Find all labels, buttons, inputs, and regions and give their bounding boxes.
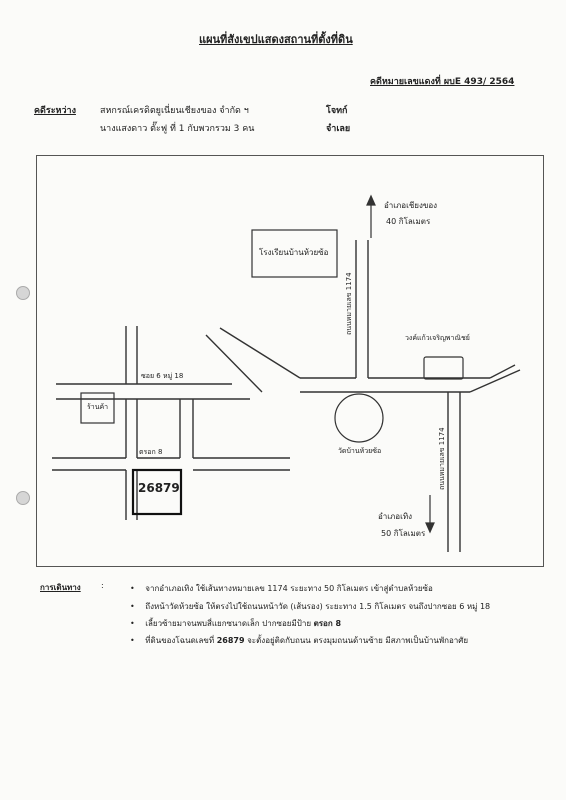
page-title: แผนที่สังเขปแสดงสถานที่ตั้งที่ดิน <box>199 33 353 46</box>
plaintiff-name: สหกรณ์เครดิตยูเนี่ยนเชียงของ จำกัด ฯ <box>100 106 249 116</box>
temple-circle <box>335 394 383 442</box>
bullet: • <box>130 636 135 645</box>
road-alley-south <box>126 470 137 520</box>
direction-step-2 <box>130 600 490 613</box>
direction-step-1-text: จากอำเภอเทิง ใช้เส้นทางหมายเลข 1174 ระยะทาง 50 กิโลเมตร เข้าสู่ตำบลห้วยซ้อ <box>145 584 433 593</box>
direction-step-1 <box>130 582 433 595</box>
bullet: • <box>130 584 135 593</box>
parties-label: คดีระหว่าง <box>34 106 76 116</box>
road-diagonal-west <box>206 328 300 399</box>
label-chiang-khong-distance: 40 กิโลเมตร <box>386 217 431 226</box>
case-number: คดีหมายเลขแดงที่ ผบE 493/ 2564 <box>370 77 515 87</box>
bullet: • <box>130 619 135 628</box>
road-alley-vertical <box>126 399 137 458</box>
road-alley-vertical-2 <box>180 399 193 458</box>
plaintiff-role: โจทก์ <box>326 106 348 116</box>
label-soi-6: ซอย 6 หมู่ 18 <box>141 372 184 380</box>
defendant-role: จำเลย <box>326 124 351 134</box>
label-church: วงค์แก้วเจริญพาณิชย์ <box>405 334 470 342</box>
church-building <box>424 357 463 379</box>
direction-step-4-rest: จะตั้งอยู่ติดกับถนน ตรงมุมถนนด้านซ้าย มีสภาพเป็นบ้านพักอาศัย <box>244 636 469 645</box>
bullet: • <box>130 602 135 611</box>
direction-step-3 <box>130 617 341 630</box>
direction-step-4 <box>130 634 468 647</box>
direction-step-4-text: ที่ดินของโฉนดเลขที่ <box>145 636 217 645</box>
defendant-name: นางแสงดาว ตั๊ะฟู ที่ 1 กับพวกรวม 3 คน <box>100 124 255 134</box>
road-1174-south <box>448 392 460 552</box>
label-school: โรงเรียนบ้านห้วยซ้อ <box>259 248 329 257</box>
label-road-1174-north: ถนนหมายเลข 1174 <box>345 272 353 335</box>
direction-step-3-text: เลี้ยวซ้ายมาจนพบสี่แยกซนาดเล็ก ปากซอยมีป้าย <box>145 619 314 628</box>
direction-step-2-text: ถึงหน้าวัดห้วยซ้อ ให้ตรงไปใช้ถนนหน้าวัด (เส้นรอง) ระยะทาง 1.5 กิโลเมตร จนถึงปากซอย 6 หมู่ 18 <box>145 602 491 611</box>
road-alley8 <box>52 458 290 470</box>
road-soi6-west <box>126 326 137 384</box>
label-temple: วัดบ้านห้วยซ้อ <box>338 447 382 455</box>
road-main-horizontal <box>56 378 490 399</box>
label-road-1174-south: ถนนหมายเลข 1174 <box>438 427 446 490</box>
label-to-chiang-khong: อำเภอเชียงของ <box>384 201 438 210</box>
label-thoeng-distance: 50 กิโลเมตร <box>381 529 426 538</box>
directions-label: การเดินทาง <box>40 583 81 592</box>
label-shop: ร้านค้า <box>87 403 109 411</box>
label-to-thoeng: อำเภอเทิง <box>378 512 413 521</box>
road-1174-north <box>356 240 368 378</box>
direction-step-3-bold: ตรอก 8 <box>313 619 342 628</box>
directions-colon: : <box>101 581 104 590</box>
label-parcel-number: 26879 <box>138 481 180 495</box>
direction-step-4-bold: 26879 <box>216 636 245 645</box>
label-alley-8: ตรอก 8 <box>139 448 163 456</box>
